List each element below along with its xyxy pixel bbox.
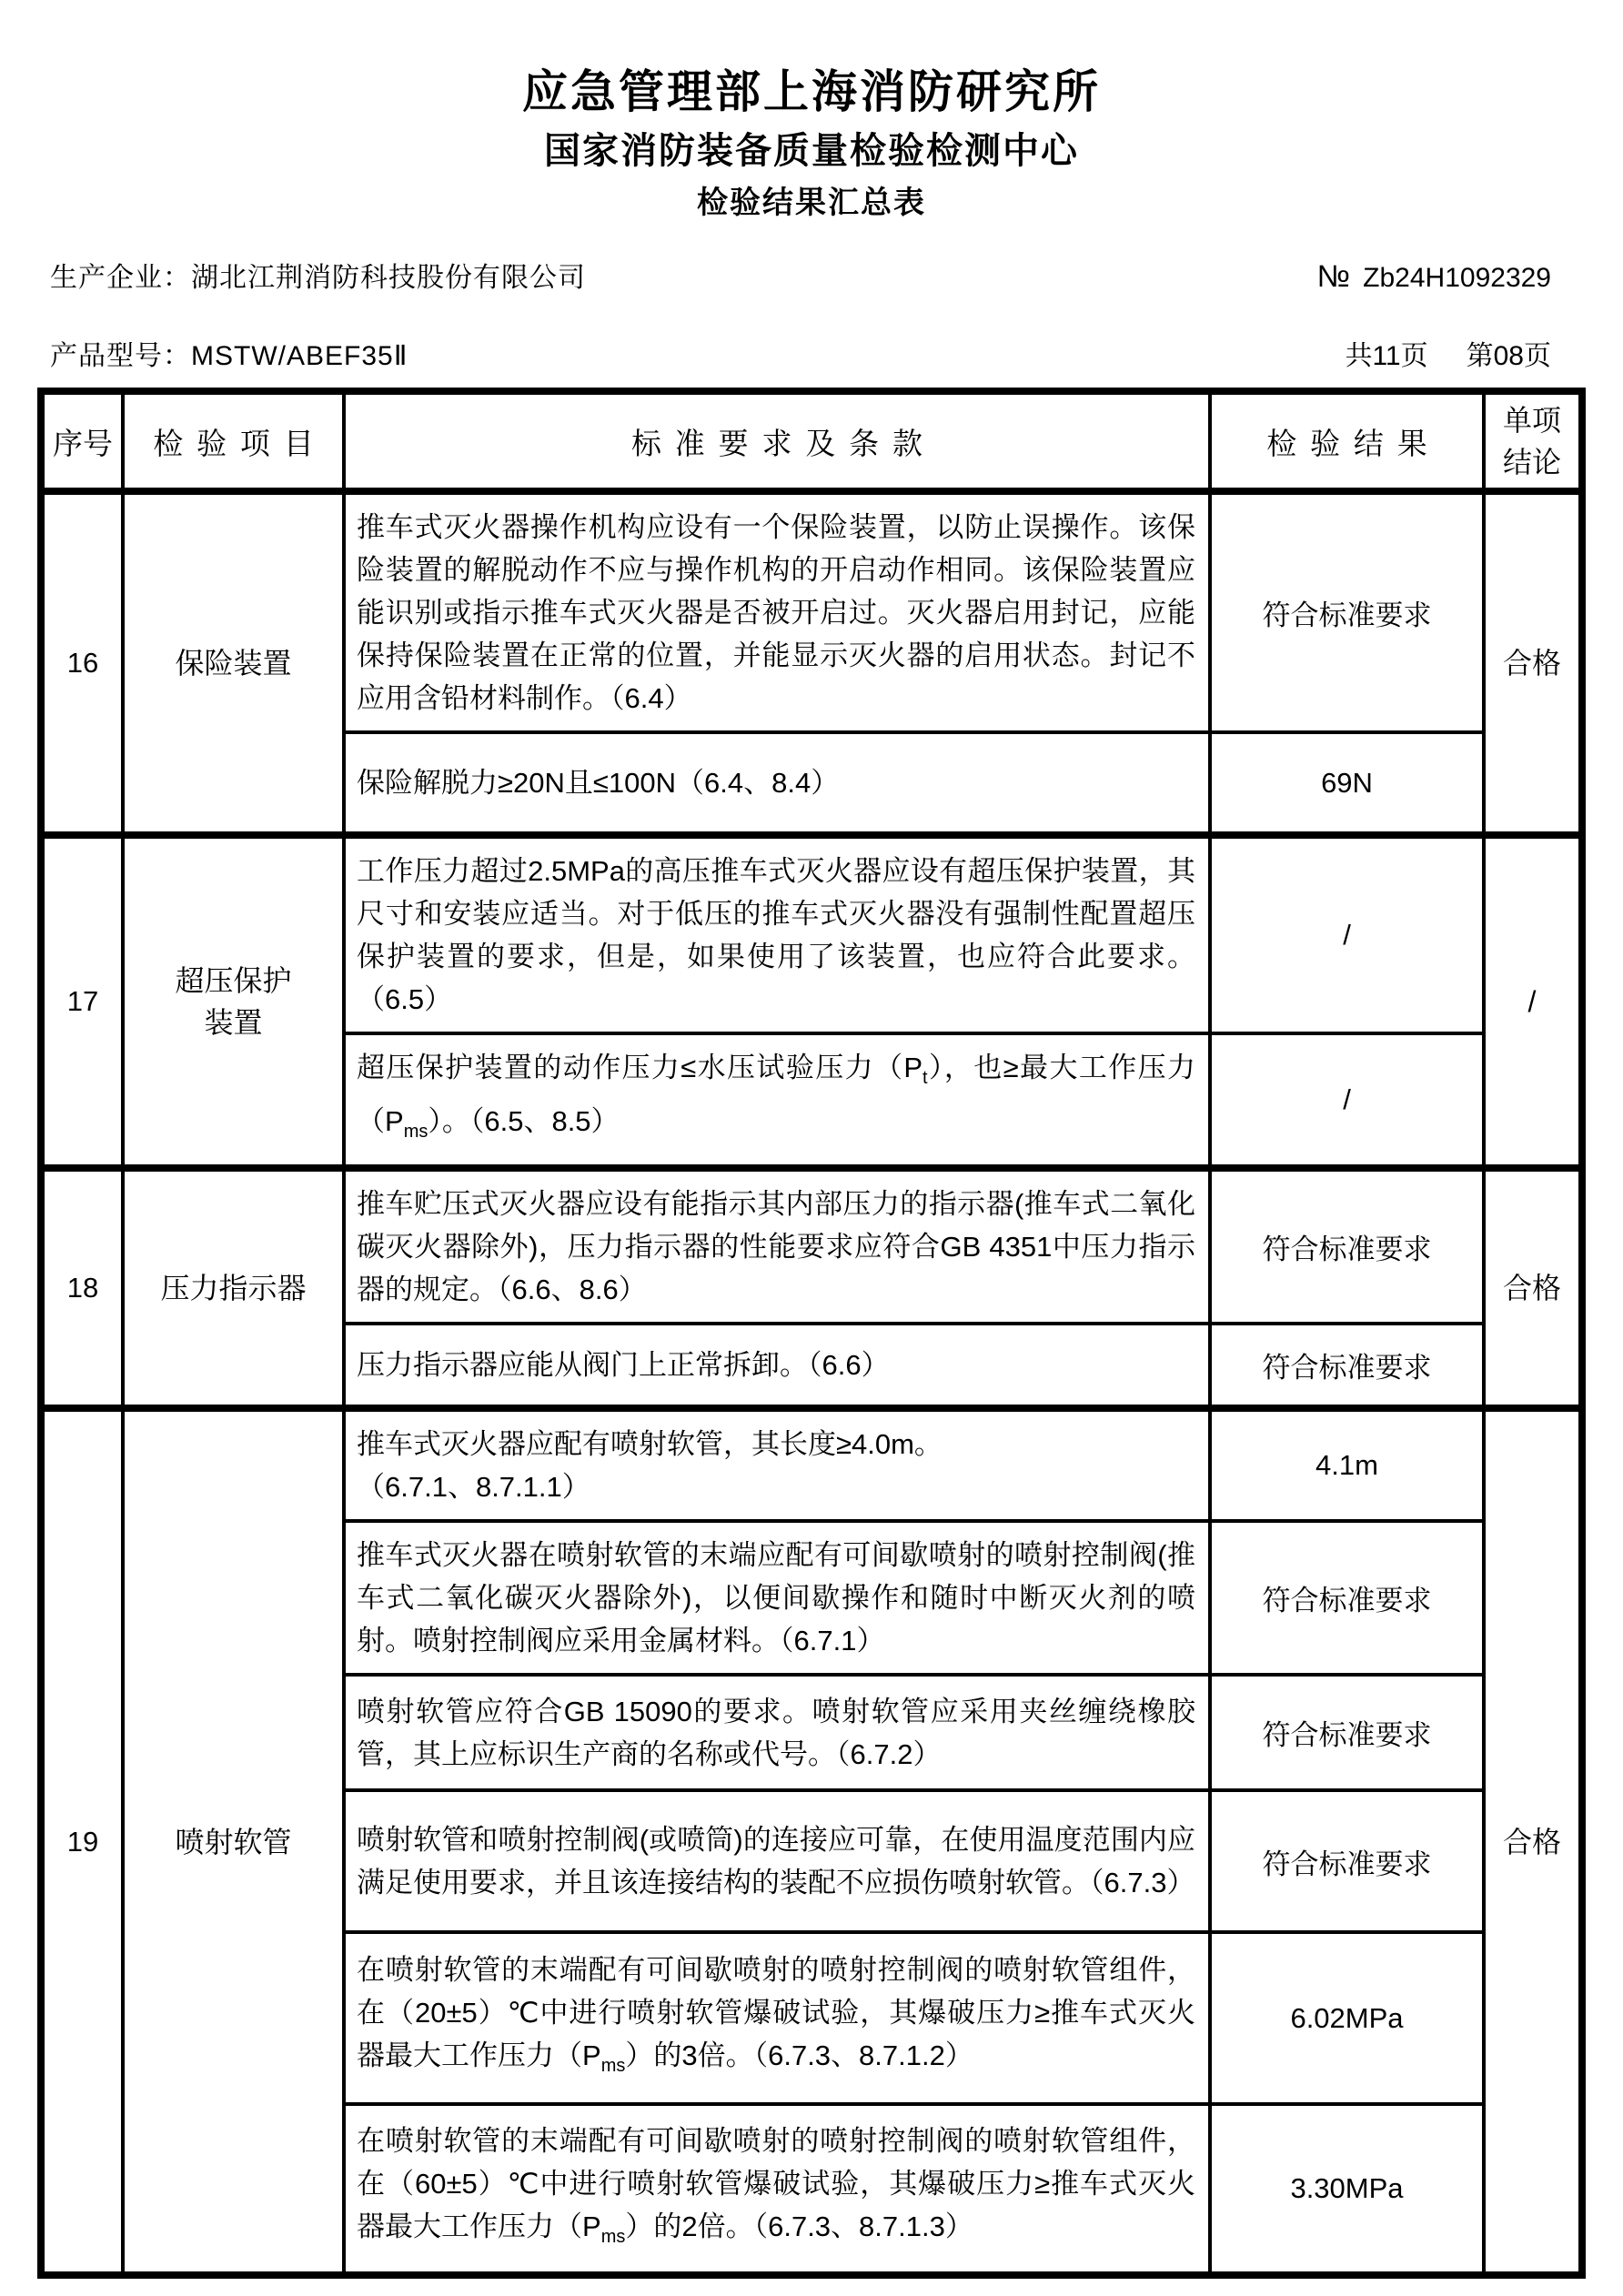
- model-value: MSTW/ABEF35Ⅱ: [191, 341, 408, 371]
- requirement-cell: 保险解脱力≥20N且≤100N（6.4、8.4）: [344, 732, 1210, 835]
- table-row: [41, 1408, 1582, 1521]
- manufacturer-value: 湖北江荆消防科技股份有限公司: [191, 263, 586, 293]
- title-block: [0, 0, 1623, 218]
- result-cell: 符合标准要求: [1210, 491, 1484, 732]
- requirement-cell: 工作压力超过2.5MPa的高压推车式灭火器应设有超压保护装置，其尺寸和安装应适当。对于低压的推车式灭火器没有强制性配置超压保护装置的要求，但是，如果使用了该装置，也应符合此要求。（6.5）: [344, 835, 1210, 1033]
- institute-title: 应急管理部上海消防研究所: [522, 66, 1101, 117]
- total-pages: 共11页: [1345, 341, 1428, 371]
- table-header-row: [41, 391, 1582, 491]
- inspection-item: 超压保护 装置: [123, 835, 344, 1168]
- result-cell: 4.1m: [1210, 1408, 1484, 1521]
- report-number-value: Zb24H1092329: [1363, 263, 1551, 293]
- conclusion-cell: /: [1484, 835, 1582, 1168]
- result-cell: 符合标准要求: [1210, 1675, 1484, 1790]
- row-no: 19: [41, 1408, 123, 2275]
- table-row: [41, 1168, 1582, 1324]
- result-cell: 6.02MPa: [1210, 1932, 1484, 2104]
- conclusion-cell: 合格: [1484, 491, 1582, 835]
- requirement-cell: 压力指示器应能从阀门上正常拆卸。（6.6）: [344, 1324, 1210, 1408]
- inspection-item: 压力指示器: [123, 1168, 344, 1408]
- manufacturer-label: 生产企业：: [50, 263, 191, 293]
- manufacturer-row: [41, 255, 1582, 295]
- pagination-info: [1345, 333, 1582, 373]
- model-line: [41, 333, 408, 373]
- requirement-cell: 推车式灭火器在喷射软管的末端应配有可间歇喷射的喷射控制阀(推车式二氧化碳灭火器除外)，以便间歇操作和随时中断灭火剂的喷射。喷射控制阀应采用金属材料。（6.7.1）: [344, 1521, 1210, 1675]
- current-page: 第08页: [1466, 341, 1551, 371]
- result-cell: 3.30MPa: [1210, 2104, 1484, 2275]
- col-header-result: 检验结果: [1210, 391, 1484, 491]
- result-cell: /: [1210, 835, 1484, 1033]
- result-cell: 符合标准要求: [1210, 1324, 1484, 1408]
- model-row: [41, 333, 1582, 373]
- report-title: 检验结果汇总表: [697, 186, 926, 220]
- requirement-cell: 超压保护装置的动作压力≤水压试验压力$(P_t)$，也≥最大工作压力$(P_{ms})$。（6.5、8.5）: [344, 1033, 1210, 1168]
- center-title: 国家消防装备质量检验检测中心: [544, 131, 1079, 171]
- requirement-cell: 推车式灭火器操作机构应设有一个保险装置，以防止误操作。该保险装置的解脱动作不应与操作机构的开启动作相同。该保险装置应能识别或指示推车式灭火器是否被开启过。灭火器启用封记，应能保持保险装置在正常的位置，并能显示灭火器的启用状态。封记不应用含铅材料制作。（6.4）: [344, 491, 1210, 732]
- model-label: 产品型号：: [50, 341, 191, 371]
- table-row: [41, 491, 1582, 732]
- conclusion-cell: 合格: [1484, 1168, 1582, 1408]
- report-number: [1317, 259, 1582, 295]
- requirement-cell: 喷射软管和喷射控制阀(或喷筒)的连接应可靠，在使用温度范围内应满足使用要求，并且该连接结构的装配不应损伤喷射软管。（6.7.3）: [344, 1790, 1210, 1932]
- requirement-cell: 在喷射软管的末端配有可间歇喷射的喷射控制阀的喷射软管组件，在（20±5）℃中进行喷射软管爆破试验，其爆破压力≥推车式灭火器最大工作压力$(P_{ms})$的3倍。（6.7.3、8.7.1.2）: [344, 1932, 1210, 2104]
- col-header-item: 检验项目: [123, 391, 344, 491]
- inspection-item: 保险装置: [123, 491, 344, 835]
- table-row: [41, 835, 1582, 1033]
- result-cell: /: [1210, 1033, 1484, 1168]
- results-table: [37, 388, 1586, 2279]
- col-header-no: 序号: [41, 391, 123, 491]
- result-cell: 符合标准要求: [1210, 1790, 1484, 1932]
- requirement-cell: 喷射软管应符合GB 15090的要求。喷射软管应采用夹丝缠绕橡胶管，其上应标识生产商的名称或代号。（6.7.2）: [344, 1675, 1210, 1790]
- requirement-cell: 推车贮压式灭火器应设有能指示其内部压力的指示器(推车式二氧化碳灭火器除外)，压力指示器的性能要求应符合GB 4351中压力指示器的规定。（6.6、8.6）: [344, 1168, 1210, 1324]
- requirement-cell: 在喷射软管的末端配有可间歇喷射的喷射控制阀的喷射软管组件，在（60±5）℃中进行喷射软管爆破试验，其爆破压力≥推车式灭火器最大工作压力$(P_{ms})$的2倍。（6.7.3、8.7.1.3）: [344, 2104, 1210, 2275]
- inspection-item: 喷射软管: [123, 1408, 344, 2275]
- manufacturer-line: [41, 255, 586, 295]
- result-cell: 符合标准要求: [1210, 1168, 1484, 1324]
- result-cell: 符合标准要求: [1210, 1521, 1484, 1675]
- col-header-requirement: 标准要求及条款: [344, 391, 1210, 491]
- row-no: 17: [41, 835, 123, 1168]
- requirement-cell: 推车式灭火器应配有喷射软管，其长度≥4.0m。 （6.7.1、8.7.1.1）: [344, 1408, 1210, 1521]
- numero-sign: №: [1316, 259, 1351, 294]
- row-no: 18: [41, 1168, 123, 1408]
- conclusion-cell: 合格: [1484, 1408, 1582, 2275]
- row-no: 16: [41, 491, 123, 835]
- col-header-conclusion: 单项 结论: [1484, 391, 1582, 491]
- meta-block: [41, 255, 1582, 373]
- result-cell: 69N: [1210, 732, 1484, 835]
